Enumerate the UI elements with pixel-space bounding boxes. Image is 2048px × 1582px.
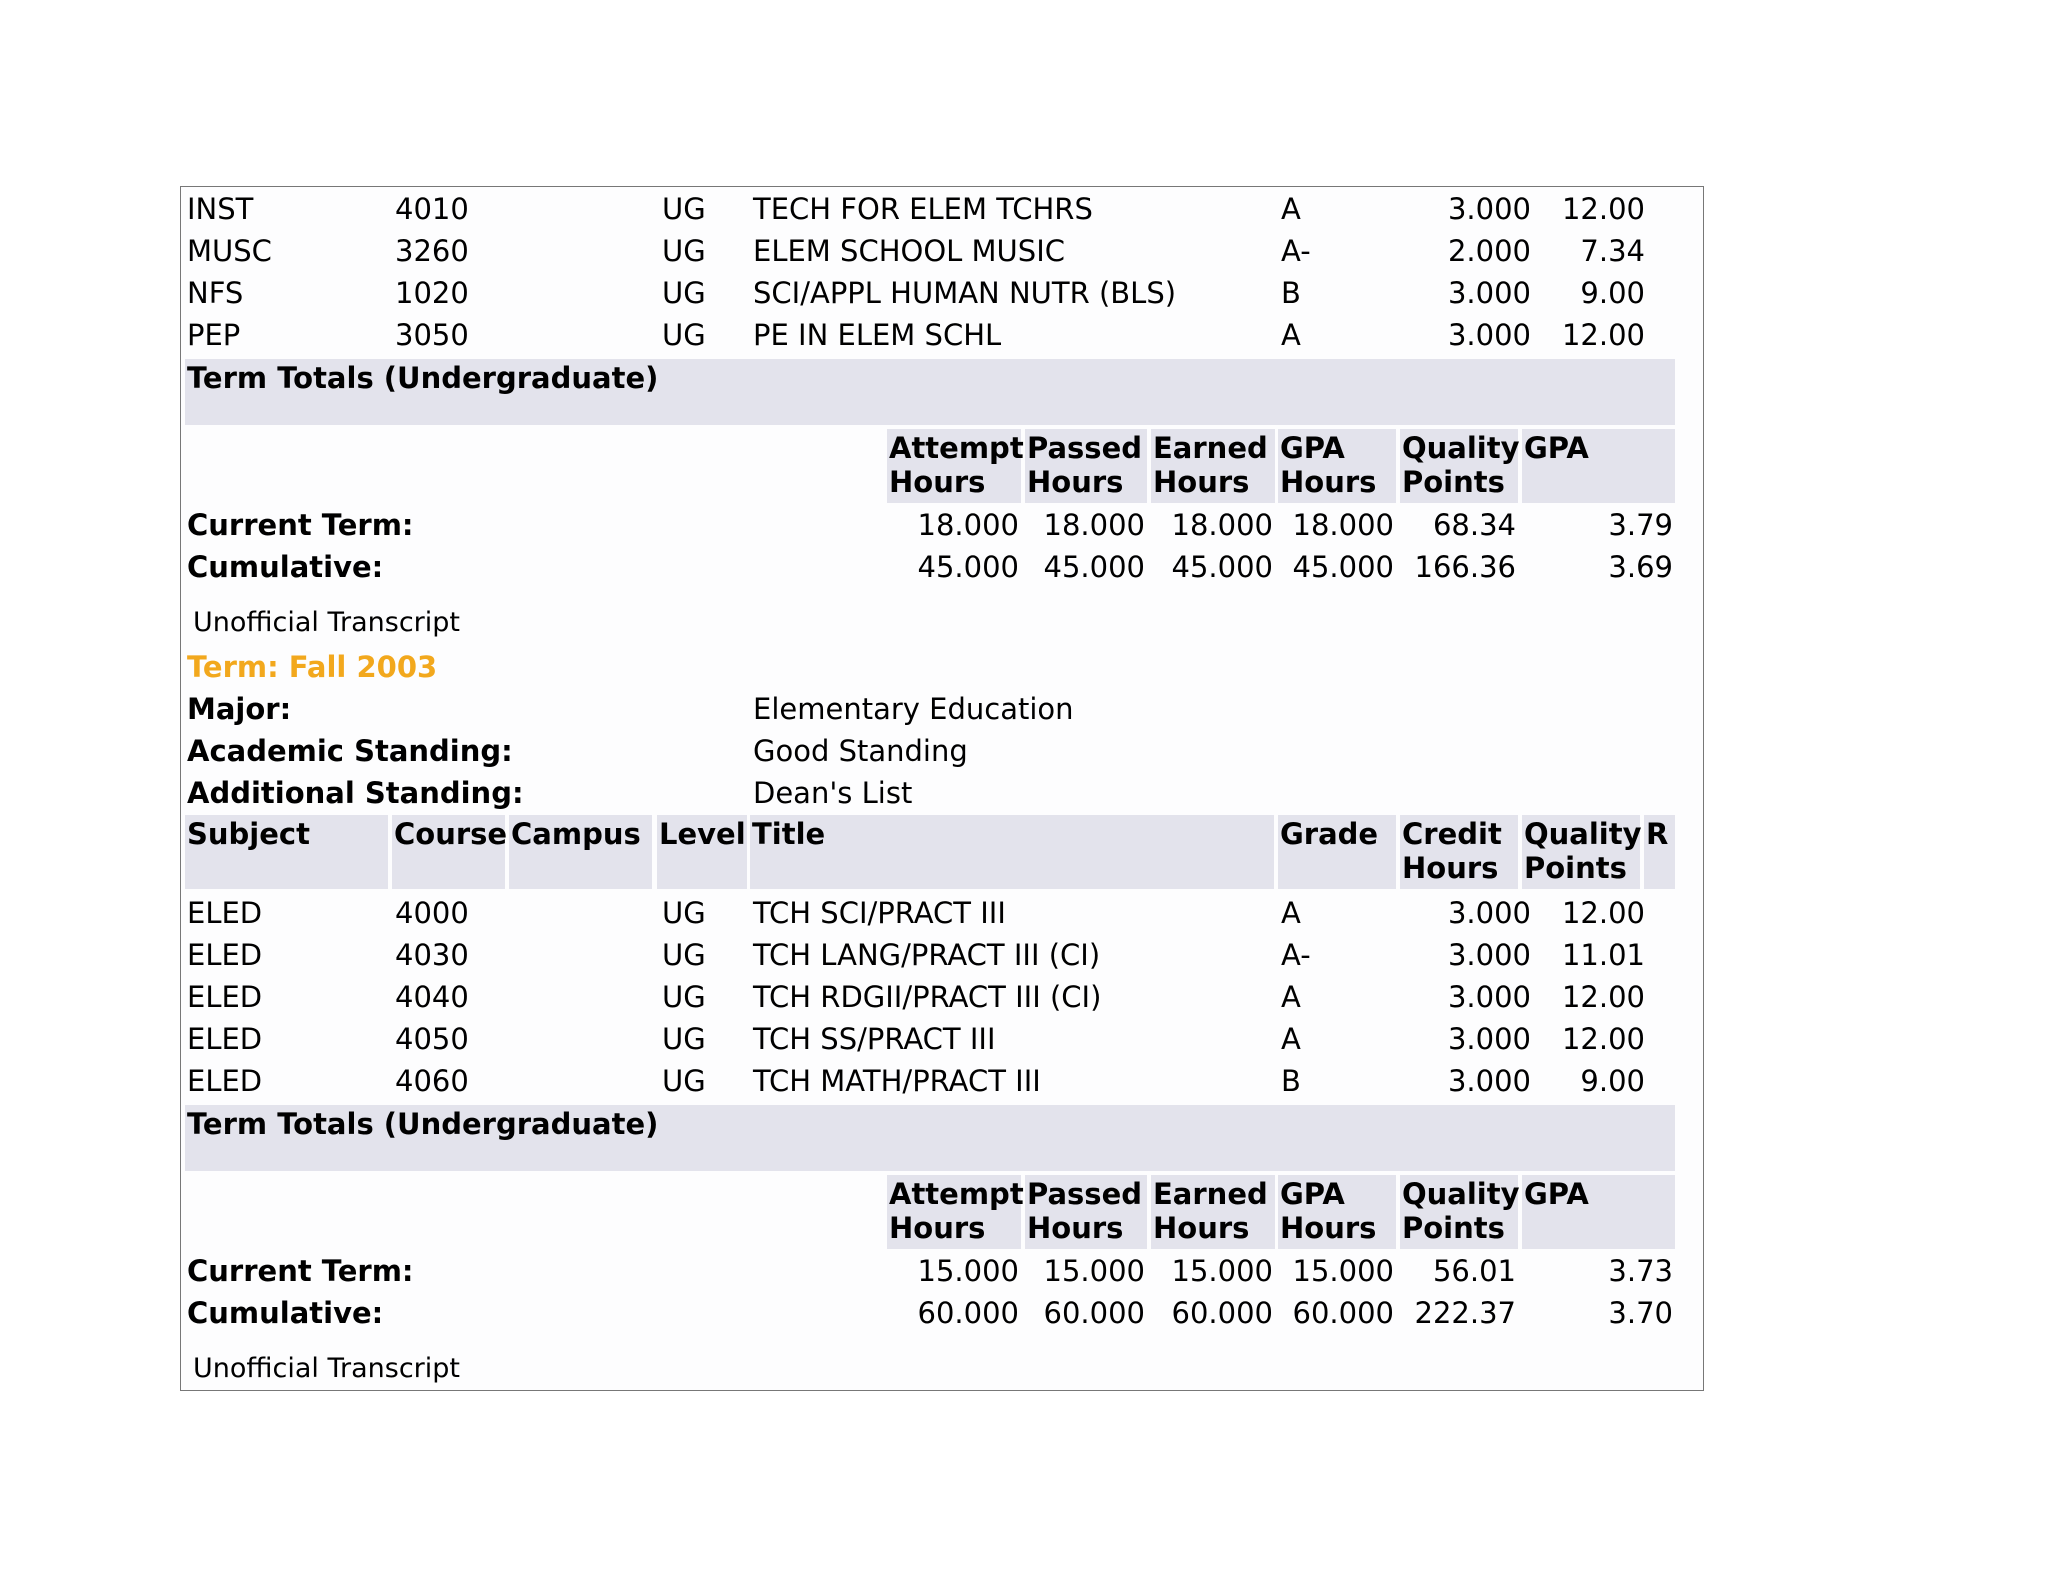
grade-cell: A [1281,980,1301,1014]
gpa-hours-header: GPA Hours [1278,1175,1396,1249]
grade-cell: A [1281,318,1301,352]
credit-cell: 2.000 [1447,234,1531,268]
subject-cell: PEP [187,318,241,352]
gpa-header: GPA [1522,1175,1675,1249]
level-cell: UG [662,1064,706,1098]
academic-standing-label: Academic Standing: [187,734,513,768]
grade-cell: A [1281,192,1301,226]
quality-value: 56.01 [1432,1254,1516,1288]
level-cell: UG [662,192,706,226]
quality-value: 68.34 [1432,508,1516,542]
quality-cell: 9.00 [1580,1064,1645,1098]
passed-value: 18.000 [1043,508,1145,542]
credit-cell: 3.000 [1447,318,1531,352]
term-heading: Term: Fall 2003 [187,650,438,684]
earned-value: 45.000 [1171,550,1273,584]
quality-points-header: Quality Points [1522,815,1640,889]
grade-header: Grade [1278,815,1396,889]
credit-cell: 3.000 [1447,980,1531,1014]
credit-cell: 3.000 [1447,192,1531,226]
subject-cell: MUSC [187,234,272,268]
title-cell: TCH MATH/PRACT III [753,1064,1041,1098]
title-cell: TCH SS/PRACT III [753,1022,996,1056]
passed-value: 15.000 [1043,1254,1145,1288]
grade-cell: A [1281,896,1301,930]
attempt-value: 15.000 [917,1254,1019,1288]
cumulative-label: Cumulative: [187,550,384,584]
quality-value: 222.37 [1414,1296,1516,1330]
earned-value: 60.000 [1171,1296,1273,1330]
subject-cell: INST [187,192,254,226]
course-cell: 3260 [395,234,469,268]
quality-points-header: Quality Points [1400,1175,1518,1249]
credit-cell: 3.000 [1447,1064,1531,1098]
course-cell: 3050 [395,318,469,352]
gpa-hours-value: 60.000 [1292,1296,1394,1330]
title-cell: TCH LANG/PRACT III (CI) [753,938,1101,972]
level-cell: UG [662,1022,706,1056]
unofficial-transcript-label: Unofficial Transcript [193,607,460,638]
attempt-value: 18.000 [917,508,1019,542]
credit-hours-header: Credit Hours [1400,815,1518,889]
major-value: Elementary Education [753,692,1074,726]
attempt-hours-header: Attempt Hours [887,429,1021,503]
passed-hours-header: Passed Hours [1025,429,1147,503]
gpa-value: 3.73 [1608,1254,1673,1288]
passed-value: 45.000 [1043,550,1145,584]
gpa-header: GPA [1522,429,1675,503]
title-cell: SCI/APPL HUMAN NUTR (BLS) [753,276,1177,310]
subject-cell: NFS [187,276,244,310]
level-cell: UG [662,318,706,352]
attempt-value: 60.000 [917,1296,1019,1330]
credit-cell: 3.000 [1447,938,1531,972]
title-header: Title [750,815,1274,889]
credit-cell: 3.000 [1447,1022,1531,1056]
passed-hours-header: Passed Hours [1025,1175,1147,1249]
attempt-value: 45.000 [917,550,1019,584]
title-cell: PE IN ELEM SCHL [753,318,1002,352]
level-cell: UG [662,896,706,930]
unofficial-transcript-label: Unofficial Transcript [193,1353,460,1384]
attempt-hours-header: Attempt Hours [887,1175,1021,1249]
quality-cell: 12.00 [1561,318,1645,352]
quality-cell: 12.00 [1561,192,1645,226]
course-header: Course [392,815,505,889]
current-term-label: Current Term: [187,1254,414,1288]
gpa-hours-value: 18.000 [1292,508,1394,542]
gpa-hours-value: 45.000 [1292,550,1394,584]
earned-hours-header: Earned Hours [1151,429,1275,503]
title-cell: ELEM SCHOOL MUSIC [753,234,1065,268]
current-term-label: Current Term: [187,508,414,542]
gpa-value: 3.70 [1608,1296,1673,1330]
cumulative-label: Cumulative: [187,1296,384,1330]
course-cell: 4050 [395,1022,469,1056]
r-header: R [1644,815,1675,889]
additional-standing-value: Dean's List [753,776,913,810]
credit-cell: 3.000 [1447,276,1531,310]
quality-cell: 12.00 [1561,1022,1645,1056]
level-header: Level [657,815,747,889]
grade-cell: A- [1281,938,1311,972]
campus-header: Campus [509,815,652,889]
earned-value: 15.000 [1171,1254,1273,1288]
title-cell: TCH RDGII/PRACT III (CI) [753,980,1102,1014]
additional-standing-label: Additional Standing: [187,776,524,810]
quality-cell: 12.00 [1561,896,1645,930]
gpa-value: 3.79 [1608,508,1673,542]
course-cell: 4010 [395,192,469,226]
subject-cell: ELED [187,938,263,972]
gpa-hours-value: 15.000 [1292,1254,1394,1288]
level-cell: UG [662,276,706,310]
earned-hours-header: Earned Hours [1151,1175,1275,1249]
course-cell: 1020 [395,276,469,310]
grade-cell: A- [1281,234,1311,268]
academic-standing-value: Good Standing [753,734,968,768]
grade-cell: B [1281,276,1301,310]
course-cell: 4060 [395,1064,469,1098]
subject-cell: ELED [187,1064,263,1098]
subject-cell: ELED [187,1022,263,1056]
subject-header: Subject [185,815,388,889]
quality-value: 166.36 [1414,550,1516,584]
term-totals-heading: Term Totals (Undergraduate) [187,361,659,395]
passed-value: 60.000 [1043,1296,1145,1330]
course-cell: 4000 [395,896,469,930]
quality-cell: 7.34 [1580,234,1645,268]
subject-cell: ELED [187,980,263,1014]
quality-cell: 12.00 [1561,980,1645,1014]
quality-cell: 11.01 [1561,938,1645,972]
level-cell: UG [662,938,706,972]
grade-cell: B [1281,1064,1301,1098]
course-cell: 4030 [395,938,469,972]
title-cell: TCH SCI/PRACT III [753,896,1006,930]
grade-cell: A [1281,1022,1301,1056]
transcript-sheet [180,186,1704,1391]
gpa-hours-header: GPA Hours [1278,429,1396,503]
term-totals-heading: Term Totals (Undergraduate) [187,1107,659,1141]
subject-cell: ELED [187,896,263,930]
quality-points-header: Quality Points [1400,429,1518,503]
course-cell: 4040 [395,980,469,1014]
major-label: Major: [187,692,292,726]
title-cell: TECH FOR ELEM TCHRS [753,192,1093,226]
level-cell: UG [662,234,706,268]
credit-cell: 3.000 [1447,896,1531,930]
gpa-value: 3.69 [1608,550,1673,584]
level-cell: UG [662,980,706,1014]
earned-value: 18.000 [1171,508,1273,542]
quality-cell: 9.00 [1580,276,1645,310]
